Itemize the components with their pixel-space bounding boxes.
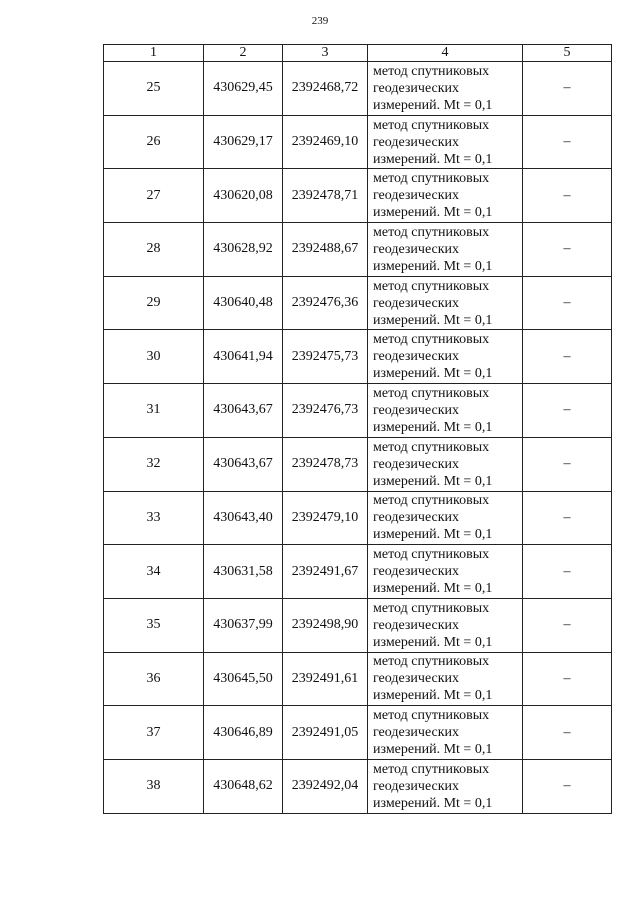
note-cell: – xyxy=(523,62,612,116)
table-row xyxy=(104,115,612,169)
page-number: 239 xyxy=(311,15,329,27)
method-line: геодезических xyxy=(373,456,460,472)
y-coordinate-cell: 2392479,10 xyxy=(283,491,368,545)
note-cell: – xyxy=(523,115,612,169)
x-coordinate-cell: 430645,50 xyxy=(204,652,283,706)
point-number-cell: 25 xyxy=(104,62,204,116)
method-line: измерений. Mt = 0,1 xyxy=(373,473,493,489)
method-line: измерений. Mt = 0,1 xyxy=(373,151,493,167)
method-line: геодезических xyxy=(373,778,460,794)
x-coordinate-cell: 430641,94 xyxy=(204,330,283,384)
method-line: геодезических xyxy=(373,349,460,365)
note-cell: – xyxy=(523,330,612,384)
table-row xyxy=(104,384,612,438)
note-cell: – xyxy=(523,384,612,438)
method-line: геодезических xyxy=(373,671,460,687)
method-line: геодезических xyxy=(373,564,460,580)
method-cell xyxy=(368,437,523,491)
y-coordinate-cell: 2392488,67 xyxy=(283,223,368,277)
y-coordinate-cell: 2392478,73 xyxy=(283,437,368,491)
method-line: измерений. Mt = 0,1 xyxy=(373,527,493,543)
method-cell xyxy=(368,62,523,116)
method-line: измерений. Mt = 0,1 xyxy=(373,419,493,435)
method-line: геодезических xyxy=(373,188,460,204)
method-line: измерений. Mt = 0,1 xyxy=(373,742,493,758)
method-cell xyxy=(368,491,523,545)
y-coordinate-cell: 2392491,05 xyxy=(283,706,368,760)
method-cell xyxy=(368,276,523,330)
note-cell: – xyxy=(523,437,612,491)
point-number-cell: 31 xyxy=(104,384,204,438)
method-line: измерений. Mt = 0,1 xyxy=(373,312,493,328)
note-cell: – xyxy=(523,276,612,330)
column-header-2: 2 xyxy=(204,45,283,62)
column-header-4: 4 xyxy=(368,45,523,62)
method-line: геодезических xyxy=(373,510,460,526)
method-line: измерений. Mt = 0,1 xyxy=(373,581,493,597)
method-line: измерений. Mt = 0,1 xyxy=(373,97,493,113)
x-coordinate-cell: 430646,89 xyxy=(204,706,283,760)
point-number-cell: 38 xyxy=(104,759,204,813)
method-line: метод спутниковых xyxy=(373,547,490,563)
y-coordinate-cell: 2392498,90 xyxy=(283,598,368,652)
method-line: измерений. Mt = 0,1 xyxy=(373,795,493,811)
point-number-cell: 29 xyxy=(104,276,204,330)
method-cell xyxy=(368,169,523,223)
x-coordinate-cell: 430643,40 xyxy=(204,491,283,545)
method-cell xyxy=(368,115,523,169)
method-line: геодезических xyxy=(373,134,460,150)
method-cell xyxy=(368,652,523,706)
note-cell: – xyxy=(523,169,612,223)
method-cell xyxy=(368,706,523,760)
method-line: метод спутниковых xyxy=(373,385,490,401)
note-cell: – xyxy=(523,491,612,545)
method-line: метод спутниковых xyxy=(373,332,490,348)
method-line: метод спутниковых xyxy=(373,600,490,616)
x-coordinate-cell: 430637,99 xyxy=(204,598,283,652)
y-coordinate-cell: 2392478,71 xyxy=(283,169,368,223)
column-header-5: 5 xyxy=(523,45,612,62)
point-number-cell: 34 xyxy=(104,545,204,599)
table-row xyxy=(104,598,612,652)
point-number-cell: 36 xyxy=(104,652,204,706)
note-cell: – xyxy=(523,223,612,277)
table-row xyxy=(104,330,612,384)
point-number-cell: 33 xyxy=(104,491,204,545)
method-line: метод спутниковых xyxy=(373,708,490,724)
method-cell xyxy=(368,223,523,277)
method-line: метод спутниковых xyxy=(373,761,490,777)
y-coordinate-cell: 2392469,10 xyxy=(283,115,368,169)
method-cell xyxy=(368,384,523,438)
y-coordinate-cell: 2392491,67 xyxy=(283,545,368,599)
point-number-cell: 27 xyxy=(104,169,204,223)
note-cell: – xyxy=(523,652,612,706)
y-coordinate-cell: 2392476,73 xyxy=(283,384,368,438)
table-row xyxy=(104,223,612,277)
method-cell xyxy=(368,759,523,813)
table-row xyxy=(104,652,612,706)
method-cell xyxy=(368,598,523,652)
point-number-cell: 30 xyxy=(104,330,204,384)
method-line: метод спутниковых xyxy=(373,493,490,509)
method-line: метод спутниковых xyxy=(373,439,490,455)
method-line: метод спутниковых xyxy=(373,117,490,133)
method-line: метод спутниковых xyxy=(373,63,490,79)
x-coordinate-cell: 430631,58 xyxy=(204,545,283,599)
y-coordinate-cell: 2392468,72 xyxy=(283,62,368,116)
note-cell: – xyxy=(523,706,612,760)
method-line: геодезических xyxy=(373,241,460,257)
method-line: метод спутниковых xyxy=(373,171,490,187)
method-line: измерений. Mt = 0,1 xyxy=(373,205,493,221)
y-coordinate-cell: 2392491,61 xyxy=(283,652,368,706)
method-line: геодезических xyxy=(373,80,460,96)
method-cell xyxy=(368,545,523,599)
table-row xyxy=(104,491,612,545)
note-cell: – xyxy=(523,759,612,813)
table-row xyxy=(104,545,612,599)
point-number-cell: 28 xyxy=(104,223,204,277)
x-coordinate-cell: 430629,45 xyxy=(204,62,283,116)
method-line: метод спутниковых xyxy=(373,224,490,240)
x-coordinate-cell: 430629,17 xyxy=(204,115,283,169)
table-header-row xyxy=(104,45,612,62)
method-cell xyxy=(368,330,523,384)
note-cell: – xyxy=(523,598,612,652)
coordinates-table xyxy=(103,44,612,814)
point-number-cell: 32 xyxy=(104,437,204,491)
x-coordinate-cell: 430620,08 xyxy=(204,169,283,223)
point-number-cell: 37 xyxy=(104,706,204,760)
table-row xyxy=(104,759,612,813)
table-body xyxy=(104,62,612,814)
method-line: измерений. Mt = 0,1 xyxy=(373,688,493,704)
table-row xyxy=(104,437,612,491)
method-line: измерений. Mt = 0,1 xyxy=(373,366,493,382)
method-line: геодезических xyxy=(373,295,460,311)
x-coordinate-cell: 430648,62 xyxy=(204,759,283,813)
method-line: измерений. Mt = 0,1 xyxy=(373,634,493,650)
table-row xyxy=(104,706,612,760)
method-line: метод спутниковых xyxy=(373,278,490,294)
table-row xyxy=(104,169,612,223)
y-coordinate-cell: 2392475,73 xyxy=(283,330,368,384)
point-number-cell: 26 xyxy=(104,115,204,169)
note-cell: – xyxy=(523,545,612,599)
method-line: геодезических xyxy=(373,402,460,418)
column-header-1: 1 xyxy=(104,45,204,62)
method-line: геодезических xyxy=(373,725,460,741)
x-coordinate-cell: 430643,67 xyxy=(204,384,283,438)
method-line: геодезических xyxy=(373,617,460,633)
x-coordinate-cell: 430628,92 xyxy=(204,223,283,277)
x-coordinate-cell: 430643,67 xyxy=(204,437,283,491)
y-coordinate-cell: 2392492,04 xyxy=(283,759,368,813)
table-row xyxy=(104,276,612,330)
column-header-3: 3 xyxy=(283,45,368,62)
method-line: измерений. Mt = 0,1 xyxy=(373,258,493,274)
y-coordinate-cell: 2392476,36 xyxy=(283,276,368,330)
x-coordinate-cell: 430640,48 xyxy=(204,276,283,330)
method-line: метод спутниковых xyxy=(373,654,490,670)
point-number-cell: 35 xyxy=(104,598,204,652)
table-row xyxy=(104,62,612,116)
